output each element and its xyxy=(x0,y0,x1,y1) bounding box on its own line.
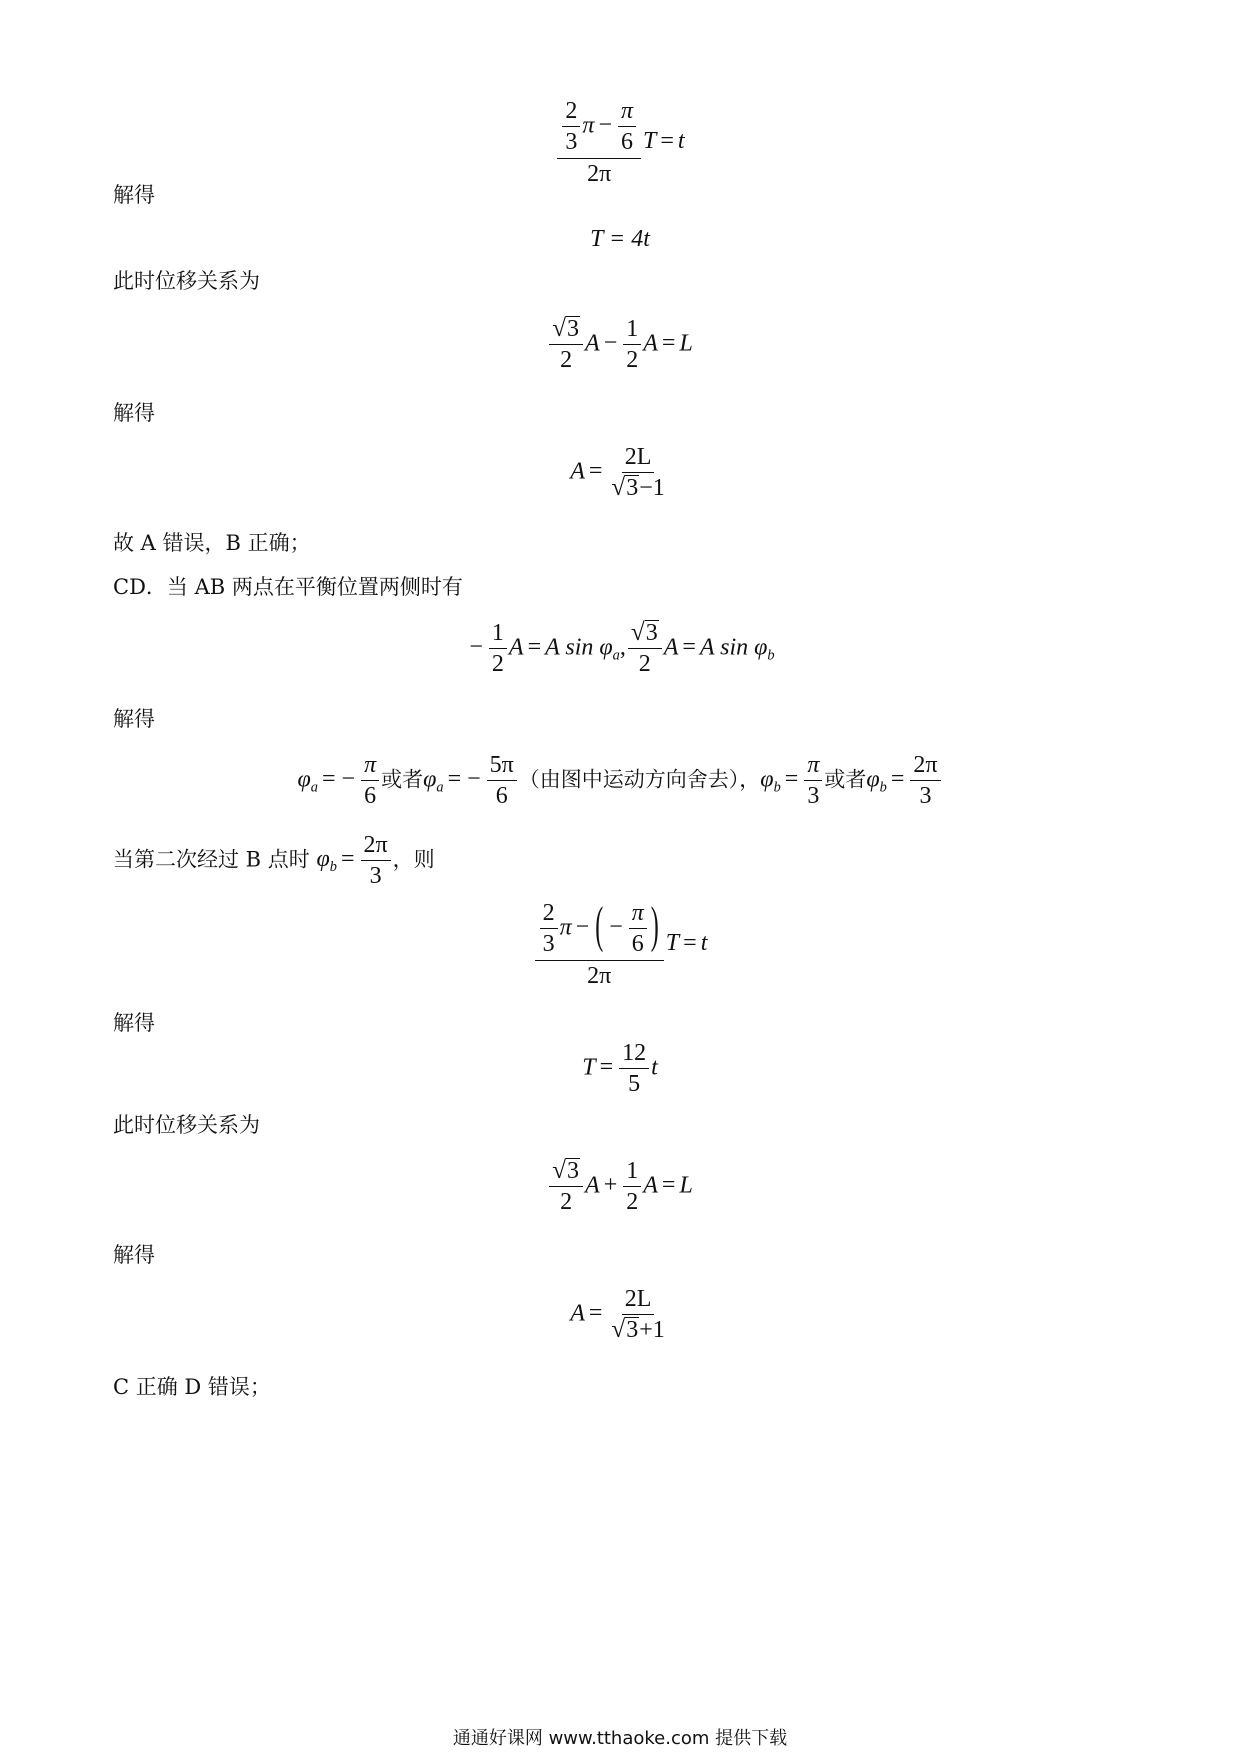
equation-period-result-2: T = $\frac{12}{5}$ t xyxy=(582,1040,658,1098)
text-second-pass-b: 当第二次经过 B 点时 $\varphi_b$ = $\frac{2\pi}{3}$ ，则 xyxy=(113,832,435,890)
equation-period-result-1: T = 4t xyxy=(590,226,650,252)
text-conclusion-ab: 故 A 错误，B 正确； xyxy=(113,531,311,555)
equation-amplitude-1: A = 2L √ 3 −1 xyxy=(570,444,665,502)
text-displacement-relation-2: 此时位移关系为 xyxy=(113,1113,260,1137)
text-solve-2: 解得 xyxy=(113,401,155,425)
footer-source: 通通好课网 www.tthaoke.com 提供下载 xyxy=(452,1728,788,1749)
text-solve-4: 解得 xyxy=(113,1011,155,1035)
text-solve-5: 解得 xyxy=(113,1243,155,1267)
text-solve-3: 解得 xyxy=(113,707,155,731)
text-displacement-relation-1: 此时位移关系为 xyxy=(113,269,260,293)
equation-amplitude-2: A = 2L √ 3 +1 xyxy=(570,1286,665,1344)
equation-displacement-2: √ 3 2 A + $\frac{1}{2}$ A = L xyxy=(0,1158,1240,1216)
text-solve-1: 解得 xyxy=(113,183,155,207)
equation-displacement-1: √ 3 2 A − $\frac{1}{2}$ A = L xyxy=(0,316,1240,374)
equation-phase-both-sides: − $\frac{1}{2}$ A = A $\sin \varphi_a$, √ 3 2 A = A $\sin \varphi_b$ xyxy=(469,619,775,678)
equation-period-2: $\frac{2}{3}$ π − ( − $\frac{\pi}{6}$ ) 2π T = t xyxy=(0,900,1240,989)
equation-phase-values: $\varphi_a$ = − $\frac{\pi}{6}$ 或者$\varphi_a$ = − $\frac{5\pi}{6}$ （由图中运动方向舍去），$\varphi_b$ = $\frac{\pi}{3}$ 或者$\varphi_b$ = $\frac{2\pi}{3}$ xyxy=(0,752,1240,810)
equation-period-1: $\frac{2}{3}$ π − $\frac{\pi}{6}$ 2π T = t xyxy=(0,98,1240,187)
text-conclusion-cd: C 正确 D 错误； xyxy=(113,1375,271,1399)
text-cd-intro: CD．当 AB 两点在平衡位置两侧时有 xyxy=(113,575,463,599)
